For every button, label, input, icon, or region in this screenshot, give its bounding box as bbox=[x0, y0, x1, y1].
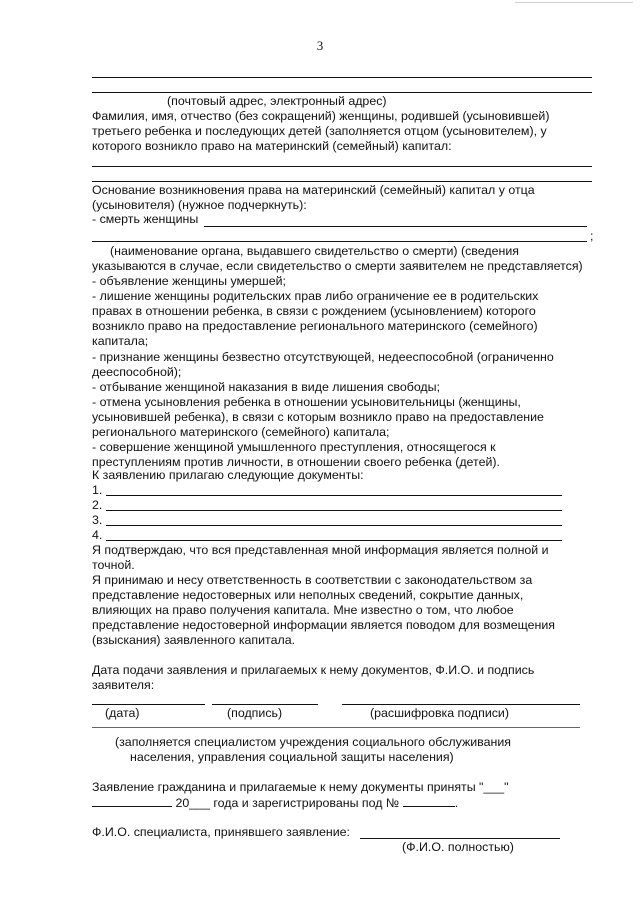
responsibility-line-5: (взыскания) заявленного капитала. bbox=[92, 633, 296, 647]
specialist-label: Ф.И.О. специалиста, принявшего заявление: bbox=[92, 825, 350, 839]
ground-deprivation-line-2: правах в отношении ребенка, в связи с рождением (усыновлением) которого bbox=[92, 304, 536, 318]
fio-caption: (Ф.И.О. полностью) bbox=[402, 840, 514, 854]
submission-line-1: Дата подачи заявления и прилагаемых к нему документов, Ф.И.О. и подпись bbox=[92, 663, 535, 677]
accepted-end-dot: . bbox=[454, 796, 459, 810]
signature-decoding-line[interactable] bbox=[342, 704, 580, 705]
accepted-line-1: Заявление гражданина и прилагаемые к нему документы приняты "___" bbox=[92, 780, 509, 794]
specialist-note-line-2: населения, управления социальной защиты населения) bbox=[130, 750, 454, 764]
attachments-header: К заявлению прилагаю следующие документы: bbox=[92, 468, 364, 482]
attachment-item-2-line[interactable] bbox=[106, 510, 562, 511]
basis-line-2: (усыновителя) (нужное подчеркнуть): bbox=[92, 198, 307, 212]
accepted-month-blank[interactable] bbox=[92, 795, 172, 807]
death-authority-line-2[interactable] bbox=[92, 241, 587, 242]
attachment-item-3-number: 3. bbox=[92, 513, 103, 527]
address-line-2[interactable] bbox=[92, 92, 592, 93]
top-edge-rule bbox=[515, 2, 633, 3]
death-semicolon: ; bbox=[590, 229, 594, 243]
specialist-name-line[interactable] bbox=[360, 838, 560, 839]
separator-line bbox=[92, 727, 580, 728]
attachment-item-3-line[interactable] bbox=[106, 525, 562, 526]
ground-imprisonment[interactable]: - отбывание женщиной наказания в виде лишения свободы; bbox=[92, 380, 441, 394]
attachment-item-4-line[interactable] bbox=[106, 540, 562, 541]
ground-deprivation-line-1[interactable]: - лишение женщины родительских прав либо ограничение ее в родительских bbox=[92, 289, 539, 303]
ground-crime-line-2: преступлениям против личности, в отношении своего ребенка (детей). bbox=[92, 455, 500, 469]
attachment-item-1-line[interactable] bbox=[106, 495, 562, 496]
ground-deprivation-line-3: возникло право на предоставление регионального материнского (семейного) bbox=[92, 319, 538, 333]
decoding-caption: (расшифровка подписи) bbox=[370, 706, 509, 720]
ground-adoption-cancel-line-2: усыновившей ребенка), в связи с которым возникло право на предоставление bbox=[92, 410, 544, 424]
ground-adoption-cancel-line-1[interactable]: - отмена усыновления ребенка в отношении усыновительницы (женщины, bbox=[92, 395, 521, 409]
name-instruction-line-3: которого возникло право на материнский (семейный) капитал: bbox=[92, 139, 452, 153]
confirm-line-1: Я подтверждаю, что вся представленная мной информация является полной и bbox=[92, 543, 549, 557]
responsibility-line-4: представление недостоверной информации является поводом для возмещения bbox=[92, 618, 556, 632]
ground-adoption-cancel-line-3: регионального материнского (семейного) капитала; bbox=[92, 425, 390, 439]
death-caption-line-1: (наименование органа, выдавшего свидетельство о смерти) (сведения bbox=[110, 244, 519, 258]
page-number: 3 bbox=[316, 38, 324, 53]
ground-death-label[interactable]: - смерть женщины bbox=[92, 212, 199, 226]
ground-deprivation-line-4: капитала; bbox=[92, 334, 149, 348]
ground-missing-line-1[interactable]: - признание женщины безвестно отсутствующей, недееспособной (ограниченно bbox=[92, 350, 554, 364]
attachment-item-4-number: 4. bbox=[92, 528, 103, 542]
responsibility-line-3: влияющих на право получения капитала. Мне известно о том, что любое bbox=[92, 603, 514, 617]
date-caption: (дата) bbox=[105, 706, 140, 720]
responsibility-line-2: представление недостоверных или неполных сведений, сокрытие данных, bbox=[92, 588, 524, 602]
ground-declared-dead[interactable]: - объявление женщины умершей; bbox=[92, 274, 286, 288]
responsibility-line-1: Я принимаю и несу ответственность в соответствии с законодательством за bbox=[92, 573, 533, 587]
death-authority-line-1[interactable] bbox=[204, 226, 587, 227]
confirm-line-2: точной. bbox=[92, 558, 135, 572]
name-instruction-line-1: Фамилия, имя, отчество (без сокращений) женщины, родившей (усыновившей) bbox=[92, 109, 550, 123]
death-caption-line-2: указываются в случае, если свидетельство о смерти заявителем не представляется) bbox=[92, 259, 583, 273]
accepted-line-2 bbox=[92, 795, 458, 811]
name-line-1[interactable] bbox=[92, 166, 592, 167]
address-caption: (почтовый адрес, электронный адрес) bbox=[167, 94, 387, 108]
specialist-note-line-1: (заполняется специалистом учреждения социального обслуживания bbox=[115, 735, 511, 749]
ground-crime-line-1[interactable]: - совершение женщиной умышленного преступления, относящегося к bbox=[92, 440, 496, 454]
address-line-1[interactable] bbox=[92, 77, 592, 78]
signature-line[interactable] bbox=[212, 704, 318, 705]
name-line-2[interactable] bbox=[92, 181, 592, 182]
ground-missing-line-2: дееспособной); bbox=[92, 365, 182, 379]
attachment-item-1-number: 1. bbox=[92, 483, 103, 497]
date-line[interactable] bbox=[92, 704, 205, 705]
basis-line-1: Основание возникновения права на материнский (семейный) капитал у отца bbox=[92, 183, 535, 197]
registration-number-blank[interactable] bbox=[403, 795, 455, 807]
submission-line-2: заявителя: bbox=[92, 678, 155, 692]
accepted-year-text: 20___ года и зарегистрированы под № bbox=[175, 796, 400, 810]
signature-caption: (подпись) bbox=[227, 706, 283, 720]
attachment-item-2-number: 2. bbox=[92, 498, 103, 512]
name-instruction-line-2: третьего ребенка и последующих детей (заполняется отцом (усыновителем), у bbox=[92, 124, 547, 138]
